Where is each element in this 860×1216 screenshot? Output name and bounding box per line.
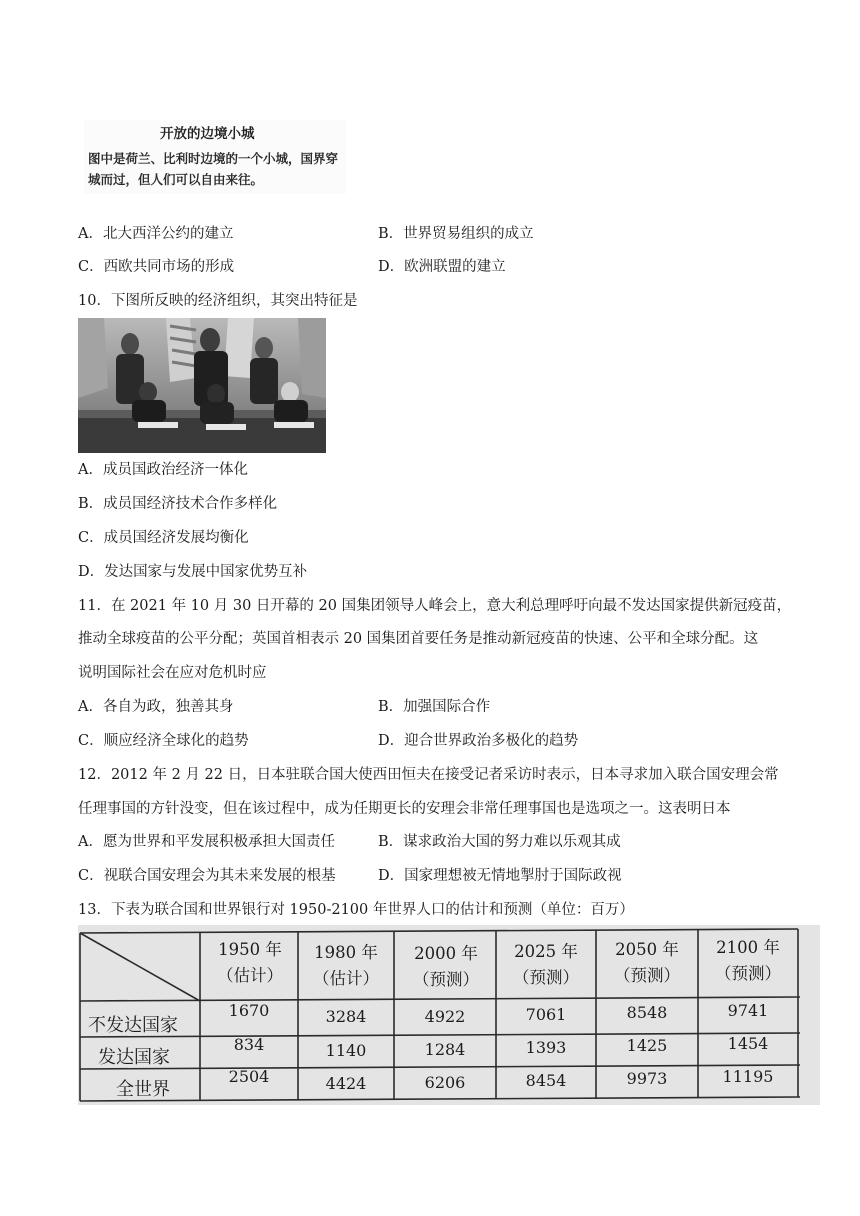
border-town-caption-image xyxy=(84,120,346,194)
signing-photo-illustration xyxy=(78,318,326,453)
option-text: 加强国际合作 xyxy=(403,699,491,715)
population-table xyxy=(78,925,820,1105)
option-letter: B． xyxy=(378,699,404,715)
header-year: 2100 年 xyxy=(716,938,780,957)
header-kind: （估计） xyxy=(313,969,379,988)
q12-option-b[interactable] xyxy=(378,832,621,852)
q11-option-b[interactable] xyxy=(378,697,490,717)
q10-option-a[interactable] xyxy=(78,460,248,480)
option-letter: B． xyxy=(378,226,404,242)
option-letter: A． xyxy=(78,699,103,715)
option-letter: C． xyxy=(78,259,104,275)
option-text: 各自为政，独善其身 xyxy=(102,699,234,715)
table-header-1950 xyxy=(202,937,298,989)
table-cell: 8454 xyxy=(525,1071,567,1090)
q11-option-c[interactable] xyxy=(78,731,249,751)
option-text: 成员国政治经济一体化 xyxy=(102,462,248,478)
q13-stem: 13．下表为联合国和世界银行对 1950-2100 年世界人口的估计和预测（单位：百万） xyxy=(78,902,634,918)
option-text: 欧洲联盟的建立 xyxy=(404,259,506,275)
header-year: 2050 年 xyxy=(615,940,679,959)
table-cell: 6206 xyxy=(424,1073,466,1092)
q9-option-b[interactable] xyxy=(378,224,534,244)
q12-stem-line-1: 12．2012 年 2 月 22 日，日本驻联合国大使西田恒夫在接受记者采访时表示，日本寻求加入联合国安理会常 xyxy=(78,767,779,783)
option-text: 北大西洋公约的建立 xyxy=(102,226,234,242)
option-letter: C． xyxy=(78,733,104,749)
q12-option-d[interactable] xyxy=(378,866,622,886)
table-header-2050 xyxy=(596,937,698,989)
caption-line-1: 图中是荷兰、比利时边境的一个小城，国界穿 xyxy=(88,151,339,166)
table-cell: 8548 xyxy=(626,1003,668,1022)
option-text: 谋求政治大国的努力难以乐观其成 xyxy=(403,834,621,850)
caption-line-2: 城而过，但人们可以自由来往。 xyxy=(88,172,264,187)
header-year: 2025 年 xyxy=(514,942,578,961)
q12-option-a[interactable] xyxy=(78,832,335,852)
q11-stem-line-2: 推动全球疫苗的公平分配；英国首相表示 20 国集团首要任务是推动新冠疫苗的快速、公平和全球分配。这 xyxy=(78,631,759,647)
option-letter: B． xyxy=(78,496,104,512)
table-cell: 834 xyxy=(233,1035,265,1054)
row-label-world: 全世界 xyxy=(116,1079,170,1100)
table-header-2100 xyxy=(698,935,798,987)
summit-signing-photo xyxy=(78,318,326,453)
table-cell: 9973 xyxy=(626,1069,668,1088)
table-cell: 7061 xyxy=(525,1005,567,1024)
q11-stem-line-1: 11．在 2021 年 10 月 30 日开幕的 20 国集团领导人峰会上，意大利总理呼吁向最不发达国家提供新冠疫苗， xyxy=(78,598,792,614)
option-text: 世界贸易组织的成立 xyxy=(403,226,534,242)
table-header-2000 xyxy=(396,941,496,993)
option-letter: A． xyxy=(78,834,103,850)
option-letter: C． xyxy=(78,530,104,546)
population-table-image xyxy=(78,925,820,1105)
q12-option-c[interactable] xyxy=(78,866,336,886)
q10-stem: 10．下图所反映的经济组织，其突出特征是 xyxy=(78,293,358,309)
table-cell: 2504 xyxy=(228,1067,270,1086)
option-letter: A． xyxy=(78,462,103,478)
option-letter: D． xyxy=(78,564,105,580)
option-letter: A． xyxy=(78,226,103,242)
option-letter: D． xyxy=(378,733,405,749)
option-text: 愿为世界和平发展积极承担大国责任 xyxy=(102,834,335,850)
option-text: 视联合国安理会为其未来发展的根基 xyxy=(103,868,336,884)
q10-option-b[interactable] xyxy=(78,494,277,514)
q11-option-d[interactable] xyxy=(378,731,578,751)
option-text: 成员国经济发展均衡化 xyxy=(103,530,249,546)
table-cell: 4424 xyxy=(325,1074,367,1093)
table-cell: 1140 xyxy=(325,1041,367,1060)
option-letter: C． xyxy=(78,868,104,884)
header-kind: （估计） xyxy=(217,966,283,985)
option-letter: D． xyxy=(378,259,405,275)
row-label-developed: 发达国家 xyxy=(98,1047,170,1068)
option-text: 西欧共同市场的形成 xyxy=(103,259,235,275)
header-kind: （预测） xyxy=(413,970,479,989)
header-year: 2000 年 xyxy=(414,944,478,963)
header-kind: （预测） xyxy=(513,968,579,987)
option-text: 国家理想被无情地掣肘于国际政视 xyxy=(404,868,622,884)
table-cell: 3284 xyxy=(325,1007,367,1026)
q9-option-c[interactable] xyxy=(78,257,234,277)
table-header-1980 xyxy=(298,940,394,992)
table-cell: 11195 xyxy=(722,1067,774,1086)
header-kind: （预测） xyxy=(715,964,781,983)
table-cell: 9741 xyxy=(727,1001,769,1020)
table-cell: 1670 xyxy=(228,1001,270,1020)
q9-option-d[interactable] xyxy=(378,257,506,277)
option-text: 迎合世界政治多极化的趋势 xyxy=(404,733,579,749)
option-text: 顺应经济全球化的趋势 xyxy=(103,733,249,749)
header-year: 1980 年 xyxy=(314,943,378,962)
caption-title: 开放的边境小城 xyxy=(160,126,255,142)
table-cell: 4922 xyxy=(424,1007,466,1026)
option-letter: B． xyxy=(378,834,404,850)
table-cell: 1393 xyxy=(525,1038,567,1057)
q12-stem-line-2: 任理事国的方针没变，但在该过程中，成为任期更长的安理会非常任理事国也是选项之一。这表明日本 xyxy=(78,801,731,817)
q9-option-a[interactable] xyxy=(78,224,233,244)
option-text: 成员国经济技术合作多样化 xyxy=(103,496,278,512)
table-cell: 1454 xyxy=(727,1034,769,1053)
q11-option-a[interactable] xyxy=(78,697,233,717)
header-kind: （预测） xyxy=(614,966,680,985)
option-text: 发达国家与发展中国家优势互补 xyxy=(104,564,308,580)
row-label-developing: 不发达国家 xyxy=(88,1015,178,1036)
caption-body xyxy=(88,148,338,190)
q10-option-d[interactable] xyxy=(78,562,307,582)
q11-stem-line-3: 说明国际社会在应对危机时应 xyxy=(78,665,267,681)
table-header-2025 xyxy=(496,939,596,991)
header-year: 1950 年 xyxy=(218,940,282,959)
table-cell: 1284 xyxy=(424,1040,466,1059)
table-cell: 1425 xyxy=(626,1036,668,1055)
option-letter: D． xyxy=(378,868,405,884)
q10-option-c[interactable] xyxy=(78,528,249,548)
